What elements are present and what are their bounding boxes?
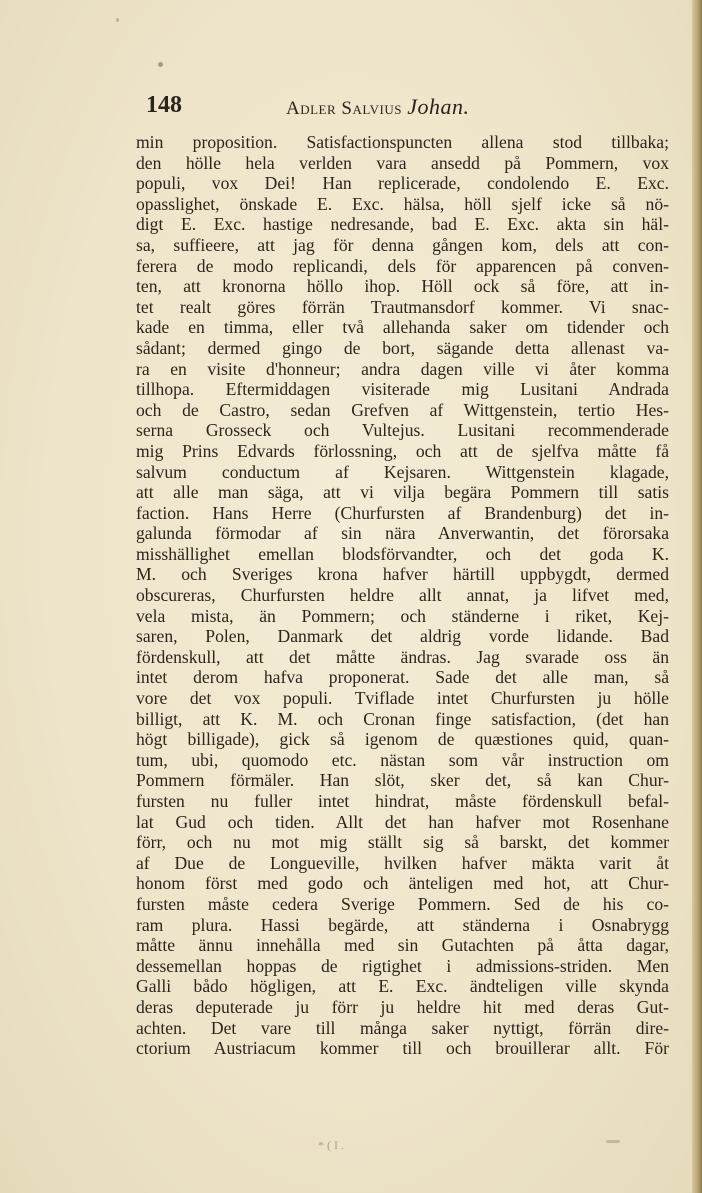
text-line: mig Prins Edvards förlossning, och att de sjelfva måtte få [136, 440, 669, 461]
text-line: fursten måste cedera Sverige Pommern. Sed de his co- [136, 893, 669, 914]
signature-mark: * ( I . [318, 1138, 344, 1152]
text-line: måtte ännu innehålla med sin Gutachten på åtta dagar, [136, 935, 669, 956]
text-line: achten. Det vare till många saker nyttigt, förrän dire- [136, 1017, 669, 1038]
text-line: tillhopa. Eftermiddagen visiterade mig Lusitani Andrada [136, 379, 669, 400]
text-line: serna Grosseck och Vultejus. Lusitani recommenderade [136, 420, 669, 441]
text-line: ctorium Austriacum kommer till och brouillerar allt. För [136, 1038, 669, 1059]
text-line: vore det vox populi. Tviflade intet Churfursten ju hölle [136, 688, 669, 709]
text-line: salvum conductum af Kejsaren. Wittgenstein klagade, [136, 461, 669, 482]
text-line: obscureras, Churfursten heldre allt annat, ja lifvet med, [136, 585, 669, 606]
text-line: och de Castro, sedan Grefven af Wittgenstein, tertio Hes- [136, 399, 669, 420]
text-line: kade en timma, eller två allehanda saker om tidender och [136, 317, 669, 338]
text-line: faction. Hans Herre (Churfursten af Brandenburg) det in- [136, 502, 669, 523]
text-line: förr, och nu mot mig ställt sig så barskt, det kommer [136, 832, 669, 853]
text-line: Pommern förmäler. Han slöt, sker det, så kan Chur- [136, 770, 669, 791]
text-line: dessemellan hoppas de rigtighet i admissions-striden. Men [136, 955, 669, 976]
page-number: 148 [146, 92, 182, 118]
text-line: billigt, att K. M. och Cronan finge satisfaction, (det han [136, 708, 669, 729]
text-line: ram plura. Hassi begärde, att ständerna i Osnabrygg [136, 914, 669, 935]
text-line: att alle man säga, att vi vilja begära Pommern till satis [136, 482, 669, 503]
body-text [136, 132, 669, 1059]
running-title [286, 94, 469, 120]
text-line: vela mista, än Pommern; och ständerne i riket, Kej- [136, 605, 669, 626]
text-line: fursten nu fuller intet hindrat, måste fördenskull befal- [136, 791, 669, 811]
text-line: tet realt göres förrän Trautmansdorf kommer. Vi snac- [136, 296, 669, 317]
running-header [146, 92, 666, 124]
text-line: fördenskull, att det måtte ändras. Jag svarade oss än [136, 646, 669, 667]
text-line: misshällighet emellan blodsförvandter, och det goda K. [136, 543, 669, 564]
running-title-caps: Adler Salvius [286, 98, 402, 119]
text-line: ten, att kronorna höllo ihop. Höll ock så före, att in- [136, 276, 669, 297]
paper-speck [158, 62, 163, 67]
text-line: intet derom hafva proponerat. Sade det alle man, så [136, 667, 669, 688]
text-line: honom först med godo och änteligen med hot, att Chur- [136, 873, 669, 894]
text-line: af Due de Longueville, hvilken hafver mäkta varit åt [136, 852, 669, 873]
text-line: deras deputerade ju förr ju heldre hit med deras Gut- [136, 996, 669, 1017]
text-line: saren, Polen, Danmark det aldrig vorde lidande. Bad [136, 626, 669, 647]
text-line: tum, ubi, quomodo etc. nästan som vår instruction om [136, 749, 669, 770]
running-title-italic: Johan. [407, 94, 470, 119]
text-line: lat Gud och tiden. Allt det han hafver mot Rosenhane [136, 811, 669, 832]
text-line: ra en visite d'honneur; andra dagen ville vi åter komma [136, 358, 669, 379]
text-line: ferera de modo replicandi, dels för apparencen på conven- [136, 255, 669, 276]
text-line: min proposition. Satisfactionspuncten allena stod tillbaka; [136, 132, 669, 152]
page-gutter-edge [692, 0, 702, 1193]
text-line: M. och Sveriges krona hafver härtill uppbygdt, dermed [136, 564, 669, 585]
paper-speck [606, 1140, 620, 1143]
text-line: opasslighet, önskade E. Exc. hälsa, höll sjelf icke så nö- [136, 193, 669, 214]
text-line: Galli bådo högligen, att E. Exc. ändteligen ville skynda [136, 976, 669, 997]
text-line: galunda förmodar af sin nära Anverwantin, det förorsaka [136, 523, 669, 544]
text-line: högt billigade), gick så igenom de quæstiones quid, quan- [136, 729, 669, 750]
text-line: sa, suffieere, att jag för denna gången kom, dels att con- [136, 234, 669, 255]
text-line: sådant; dermed gingo de bort, sägande detta allenast va- [136, 337, 669, 358]
text-line: digt E. Exc. hastige nedresande, bad E. Exc. akta sin häl- [136, 214, 669, 235]
text-line: den hölle hela verlden vara ansedd på Pommern, vox [136, 152, 669, 173]
paper-speck [116, 18, 119, 22]
text-line: populi, vox Dei! Han replicerade, condolendo E. Exc. [136, 173, 669, 194]
